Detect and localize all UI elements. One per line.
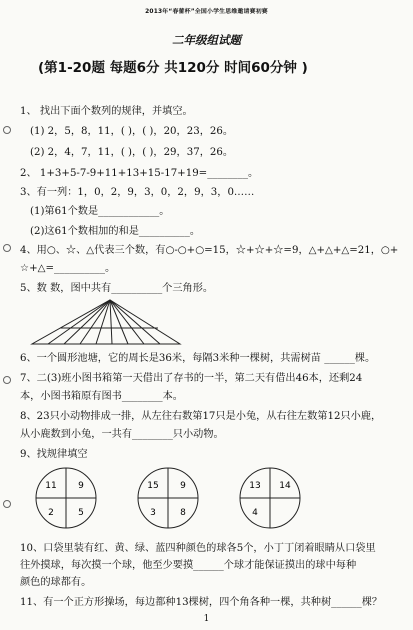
exam-subtitle: 二年级组试题 bbox=[172, 33, 241, 47]
question-2: 2、 1+3+5-7-9+11+13+15-17+19=________。 bbox=[20, 168, 259, 179]
question-10-line-1: 10、口袋里装有红、黄、绿、蓝四种颜色的球各5个，小丁丁闭着眼睛从口袋里 bbox=[20, 543, 376, 554]
question-1: 1、 找出下面个数列的规律，并填空。 bbox=[20, 106, 193, 117]
circle-3-bottom-left: 4 bbox=[252, 508, 258, 518]
question-10-line-3: 颜色的球都有。 bbox=[20, 577, 92, 588]
question-3-part-1: (1)第61个数是____________。 bbox=[30, 206, 170, 217]
page-number: 1 bbox=[203, 614, 210, 624]
circle-2-top-right: 9 bbox=[180, 481, 186, 491]
circle-1-top-left: 11 bbox=[45, 481, 57, 491]
question-8-line-1: 8、23只小动物排成一排，从左往右数第17只是小兔，从右往左数第12只小鹿， bbox=[20, 411, 382, 422]
question-3-part-2: (2)这61个数相加的和是__________。 bbox=[30, 226, 201, 237]
question-5: 5、数 数，图中共有__________个三角形。 bbox=[20, 283, 214, 294]
question-7-line-2: 本，小图书箱原有图书________本。 bbox=[20, 391, 183, 402]
question-8-line-2: 从小鹿数到小兔，一共有________只小动物。 bbox=[20, 429, 224, 440]
circle-1-bottom-left: 2 bbox=[48, 508, 54, 518]
question-1-part-1: (1) 2，5，8，11，( )，( )，20，23，26。 bbox=[30, 126, 234, 137]
circle-2-bottom-right: 8 bbox=[180, 508, 186, 518]
question-9: 9、找规律填空 bbox=[20, 449, 88, 460]
question-6: 6、一个圆形池塘，它的周长是36米，每隔3米种一棵树，共需树苗 ______棵。 bbox=[20, 353, 376, 364]
exam-title: 2013年“春蕾杯”全国小学生思维邀请赛初赛 bbox=[145, 9, 268, 15]
binder-hole bbox=[3, 376, 11, 384]
question-3: 3、有一列：1，0，2，9，3，0，2，9，3，0…… bbox=[20, 187, 255, 198]
circle-1-top-right: 9 bbox=[78, 481, 84, 491]
scoring-info: (第1-20题 每题6分 共120分 时间60分钟 ) bbox=[38, 60, 308, 76]
question-10-line-2: 往外摸球，每次摸一个球，他至少要摸______个球才能保证摸出的球中每种 bbox=[20, 560, 357, 571]
binder-hole bbox=[3, 126, 11, 134]
question-4-line-2: ☆+△=__________。 bbox=[20, 263, 116, 274]
circle-2-bottom-left: 3 bbox=[150, 508, 156, 518]
circle-2-top-left: 15 bbox=[147, 481, 159, 491]
circle-3-top-right: 14 bbox=[279, 481, 291, 491]
question-7-line-1: 7、二(3)班小图书箱第一天借出了存书的一半，第二天有借出46本，还剩24 bbox=[20, 373, 363, 384]
question-4-line-1: 4、用○、☆、△代表三个数，有○-○+○=15，☆+☆+☆=9，△+△+△=21，○+ bbox=[20, 245, 399, 256]
circle-1-bottom-right: 5 bbox=[78, 508, 84, 518]
binder-hole bbox=[3, 500, 11, 508]
circle-3-top-left: 13 bbox=[249, 481, 261, 491]
question-11: 11、有一个正方形操场，每边都种13棵树，四个角各种一棵，共种树______棵？ bbox=[20, 597, 383, 608]
number-circle-3 bbox=[238, 466, 302, 530]
number-circle-2 bbox=[136, 466, 200, 530]
binder-hole bbox=[3, 244, 11, 252]
question-1-part-2: (2) 2，4，7，11，( )，( )，29，37，26。 bbox=[30, 147, 234, 158]
triangle-figure bbox=[30, 298, 190, 348]
number-circle-1 bbox=[34, 466, 98, 530]
